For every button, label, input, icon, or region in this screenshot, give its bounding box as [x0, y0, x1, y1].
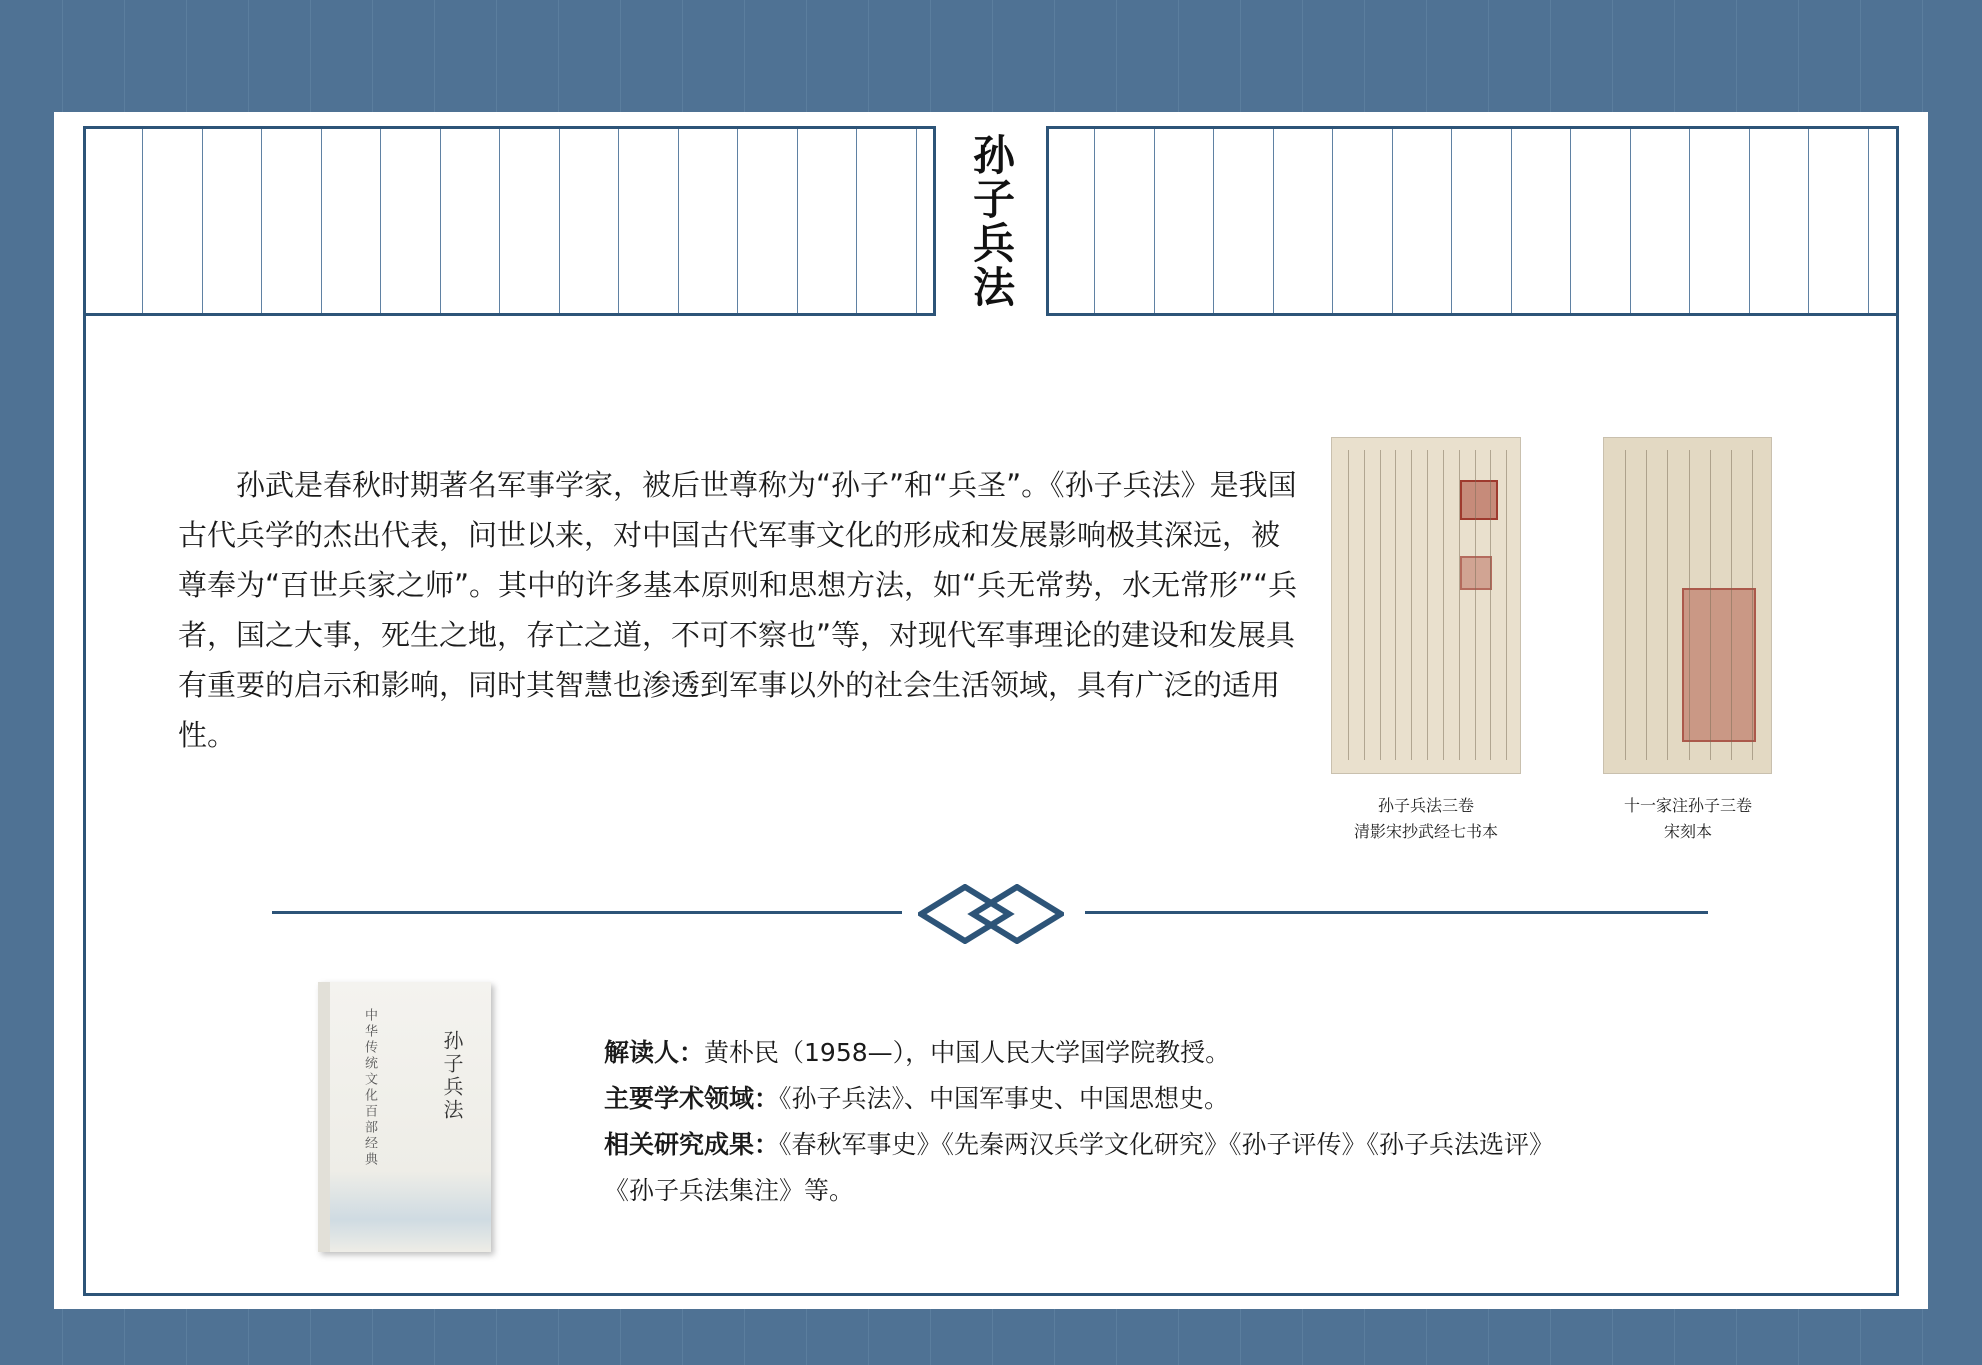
- header-column-line: [261, 129, 262, 313]
- divider-line-right: [1085, 911, 1708, 914]
- manuscript-column-line: [1752, 450, 1753, 760]
- header-column-line: [1451, 129, 1452, 313]
- header-column-line: [916, 129, 917, 313]
- header-column-line: [737, 129, 738, 313]
- header-column-line: [1511, 129, 1512, 313]
- header-column-line: [142, 129, 143, 313]
- double-diamond-icon: [918, 884, 1064, 944]
- intro-paragraph: 孙武是春秋时期著名军事学家，被后世尊称为“孙子”和“兵圣”。《孙子兵法》是我国古代兵学的杰出代表，问世以来，对中国古代军事文化的形成和发展影响极其深远，被尊奉为“百世兵家之师”。其中的许多基本原则和思想方法，如“兵无常势，水无常形”“兵者，国之大事，死生之地，存亡之道，不可不察也”等，对现代军事理论的建设和发展具有重要的启示和影响，同时其智慧也渗透到军事以外的社会生活领域，具有广泛的适用性。: [178, 468, 1298, 752]
- header-column-line: [499, 129, 500, 313]
- header-column-line: [618, 129, 619, 313]
- manuscript-column-line: [1459, 450, 1460, 760]
- manuscript-column-line: [1625, 450, 1626, 760]
- image-caption-2: 十一家注孙子三卷 宋刻本: [1623, 796, 1752, 841]
- manuscript-column-line: [1689, 450, 1690, 760]
- info-row-works-cont: [604, 1168, 1744, 1214]
- seal-stamp: [1682, 588, 1756, 742]
- header-column-line: [1630, 129, 1631, 313]
- works-value: 《春秋军事史》《先秦两汉兵学文化研究》《孙子评传》《孙子兵法选评》: [779, 1130, 1555, 1159]
- field-label: 主要学术领域：: [604, 1084, 780, 1113]
- cover-series-title: 中华传统文化百部经典: [362, 1008, 377, 1168]
- header-column-line: [678, 129, 679, 313]
- header-column-line: [1392, 129, 1393, 313]
- header-column-line: [1749, 129, 1750, 313]
- header-column-line: [440, 129, 441, 313]
- manuscript-column-line: [1490, 450, 1491, 760]
- page-title: 孙子兵法: [967, 133, 1016, 309]
- seal-stamp: [1460, 556, 1492, 590]
- works-value-continued: 《孙子兵法集注》等。: [604, 1176, 855, 1205]
- header-column-line: [321, 129, 322, 313]
- info-row-works: [604, 1122, 1744, 1168]
- interpreter-label: 解读人：: [604, 1038, 705, 1067]
- header-column-line: [1868, 129, 1869, 313]
- manuscript-column-line: [1475, 450, 1476, 760]
- header-column-line: [380, 129, 381, 313]
- header-column-line: [1213, 129, 1214, 313]
- header-column-line: [856, 129, 857, 313]
- manuscript-image-1: [1331, 437, 1521, 774]
- header-column-line: [1689, 129, 1690, 313]
- works-label: 相关研究成果：: [604, 1130, 780, 1159]
- title-box: [933, 126, 1049, 316]
- cover-title: 孙子兵法: [440, 1030, 464, 1122]
- interpreter-value: 黄朴民（1958—），中国人民大学国学院教授。: [704, 1038, 1231, 1067]
- seal-stamp: [1460, 480, 1498, 520]
- manuscript-column-line: [1411, 450, 1412, 760]
- manuscript-column-line: [1443, 450, 1444, 760]
- image-caption-1: 孙子兵法三卷 清影宋抄武经七书本: [1353, 796, 1498, 841]
- manuscript-column-line: [1506, 450, 1507, 760]
- manuscript-column-line: [1731, 450, 1732, 760]
- book-spine: [318, 982, 330, 1252]
- manuscript-image-2: [1603, 437, 1772, 774]
- book-cover-image: [318, 982, 491, 1252]
- header-column-line: [559, 129, 560, 313]
- info-row-field: [604, 1076, 1744, 1122]
- manuscript-column-line: [1427, 450, 1428, 760]
- header-column-line: [1808, 129, 1809, 313]
- interpreter-info: [604, 1030, 1744, 1214]
- manuscript-column-line: [1364, 450, 1365, 760]
- divider-line-left: [272, 911, 902, 914]
- header-column-line: [1154, 129, 1155, 313]
- manuscript-column-line: [1395, 450, 1396, 760]
- manuscript-column-line: [1667, 450, 1668, 760]
- info-row-interpreter: [604, 1030, 1744, 1076]
- manuscript-column-line: [1348, 450, 1349, 760]
- manuscript-column-line: [1646, 450, 1647, 760]
- manuscript-column-line: [1710, 450, 1711, 760]
- header-column-line: [1332, 129, 1333, 313]
- manuscript-column-line: [1380, 450, 1381, 760]
- header-column-line: [1570, 129, 1571, 313]
- header-column-line: [1094, 129, 1095, 313]
- header-column-line: [1273, 129, 1274, 313]
- header-column-line: [202, 129, 203, 313]
- header-column-line: [797, 129, 798, 313]
- field-value: 《孙子兵法》、中国军事史、中国思想史。: [779, 1084, 1230, 1113]
